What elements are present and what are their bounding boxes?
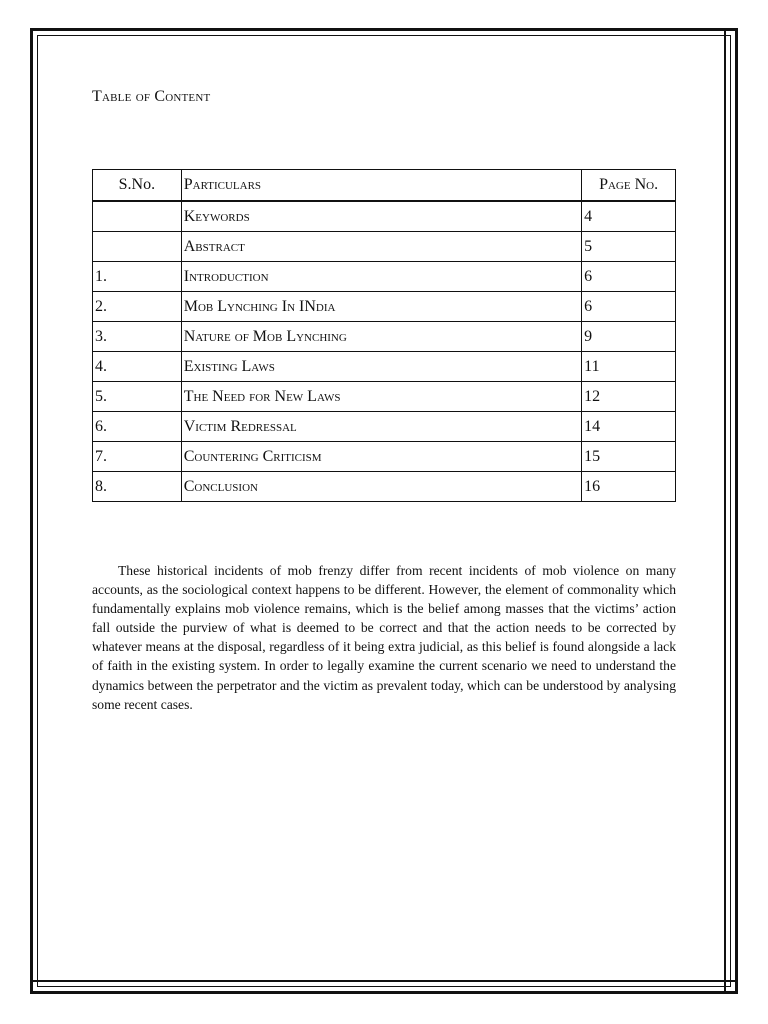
table-row: [93, 201, 676, 232]
row-particulars: Existing Laws: [181, 352, 581, 382]
row-particulars: Conclusion: [181, 472, 581, 502]
row-page: 5: [582, 232, 676, 262]
header-page-no: Page No.: [582, 170, 676, 202]
row-sno: [93, 201, 182, 232]
table-row: [93, 292, 676, 322]
row-particulars: Victim Redressal: [181, 412, 581, 442]
table-row: [93, 472, 676, 502]
table-row: [93, 382, 676, 412]
row-sno: 1.: [93, 262, 182, 292]
row-sno: 6.: [93, 412, 182, 442]
row-particulars: Mob Lynching In INdia: [181, 292, 581, 322]
table-row: [93, 322, 676, 352]
table-header-row: [93, 170, 676, 202]
row-page: 12: [582, 382, 676, 412]
page-border-right-line: [724, 28, 726, 994]
row-page: 6: [582, 292, 676, 322]
row-page: 14: [582, 412, 676, 442]
row-sno: 4.: [93, 352, 182, 382]
page-border-bottom-line: [30, 980, 738, 982]
row-sno: 7.: [93, 442, 182, 472]
row-page: 15: [582, 442, 676, 472]
row-page: 6: [582, 262, 676, 292]
header-particulars: Particulars: [181, 170, 581, 202]
table-row: [93, 412, 676, 442]
page-title: Table of Content: [92, 88, 211, 105]
row-particulars: The Need for New Laws: [181, 382, 581, 412]
contents-table: [92, 169, 676, 502]
row-sno: 2.: [93, 292, 182, 322]
row-particulars: Introduction: [181, 262, 581, 292]
row-particulars: Keywords: [181, 201, 581, 232]
table-row: [93, 352, 676, 382]
table-row: [93, 262, 676, 292]
row-sno: 5.: [93, 382, 182, 412]
body-paragraph: These historical incidents of mob frenzy differ from recent incidents of mob violence on many accounts, as the sociological context happens to be different. However, the element of commonality which fundamentally explains mob violence remains, which is the belief among masses that the victims’ action fall outside the purview of what is deemed to be correct and that the action needs to be corrected by whatever means at the disposal, regardless of it being extra judicial, as this belief is found alongside a lack of faith in the existing system. In order to legally examine the current scenario we need to understand the dynamics between the perpetrator and the victim as prevalent today, which can be understood by analysing some recent cases.: [92, 563, 676, 712]
row-page: 11: [582, 352, 676, 382]
row-sno: 3.: [93, 322, 182, 352]
row-particulars: Abstract: [181, 232, 581, 262]
row-sno: 8.: [93, 472, 182, 502]
row-sno: [93, 232, 182, 262]
row-particulars: Countering Criticism: [181, 442, 581, 472]
row-particulars: Nature of Mob Lynching: [181, 322, 581, 352]
row-page: 16: [582, 472, 676, 502]
table-row: [93, 232, 676, 262]
row-page: 9: [582, 322, 676, 352]
table-row: [93, 442, 676, 472]
row-page: 4: [582, 201, 676, 232]
header-sno: S.No.: [93, 170, 182, 202]
